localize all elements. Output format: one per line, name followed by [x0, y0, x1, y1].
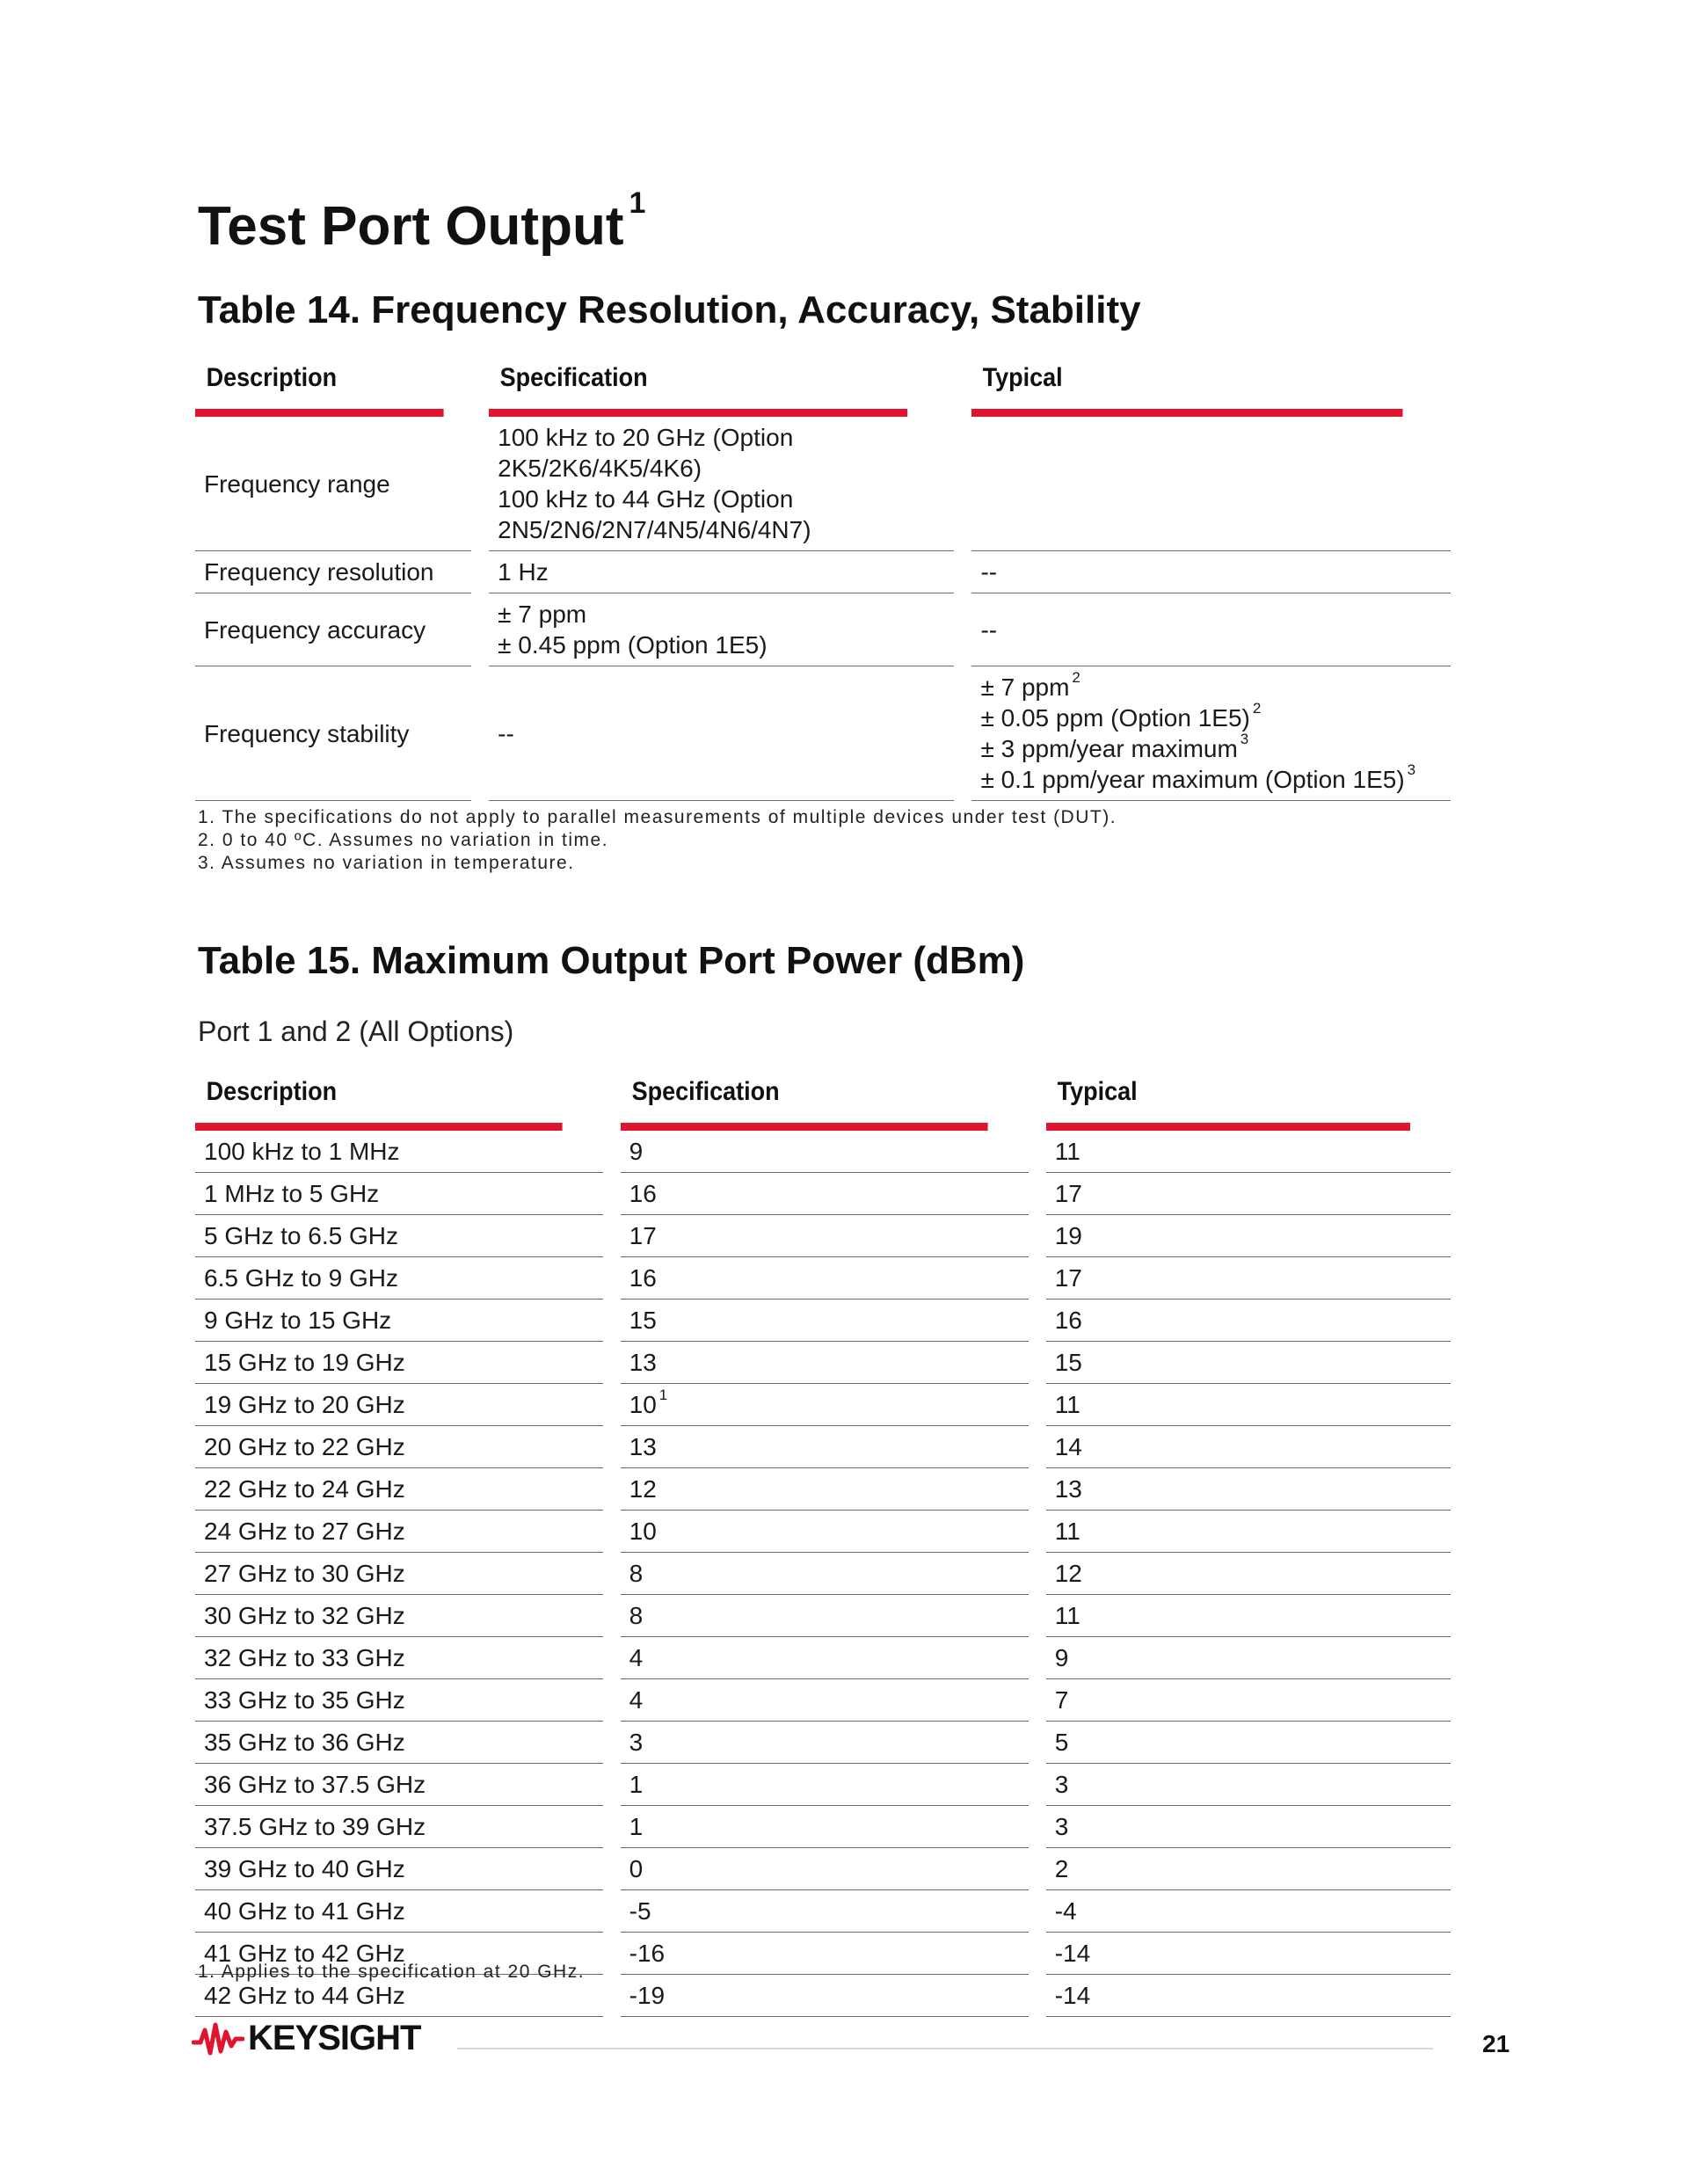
table-15-footnotes	[198, 1961, 585, 1984]
typical-line	[980, 557, 1451, 587]
table-row	[195, 1679, 1451, 1722]
column-header-description: Description	[195, 1077, 562, 1131]
table-14	[178, 363, 1468, 801]
typical-text: ± 3 ppm/year maximum	[980, 735, 1238, 762]
cell-description: 40 GHz to 41 GHz	[195, 1890, 603, 1933]
footnote: 1. The specifications do not apply to parallel measurements of multiple devices under test (DUT).	[198, 807, 1117, 827]
cell-specification	[621, 1933, 1029, 1975]
cell-specification	[621, 1468, 1029, 1511]
cell-typical: 3	[1046, 1806, 1451, 1848]
spec-value: 16	[629, 1180, 657, 1207]
cell-description: 35 GHz to 36 GHz	[195, 1722, 603, 1764]
cell-specification	[489, 666, 954, 801]
cell-specification	[489, 417, 954, 551]
footnote-ref: 2	[1072, 669, 1080, 686]
table-row	[195, 1637, 1451, 1679]
spec-value: 8	[629, 1560, 644, 1587]
table-row	[195, 1384, 1451, 1426]
cell-typical	[971, 666, 1451, 801]
cell-specification	[621, 1848, 1029, 1890]
cell-typical: 7	[1046, 1679, 1451, 1722]
footnote-ref: 1	[658, 1387, 668, 1403]
table-row	[195, 1764, 1451, 1806]
cell-specification	[621, 1426, 1029, 1468]
cell-typical: 5	[1046, 1722, 1451, 1764]
cell-specification	[621, 1553, 1029, 1595]
cell-description: 19 GHz to 20 GHz	[195, 1384, 603, 1426]
spec-line: 100 kHz to 44 GHz (Option	[498, 485, 794, 513]
table-row	[195, 1722, 1451, 1764]
cell-typical: 17	[1046, 1173, 1451, 1215]
spec-value: -19	[629, 1982, 666, 2009]
page-title: Test Port Output $^1$	[198, 186, 646, 257]
spec-line: 2K5/2K6/4K5/4K6)	[498, 455, 702, 482]
column-header-specification: Specification	[489, 363, 907, 417]
typical-text: --	[980, 615, 998, 644]
table-row	[195, 551, 1451, 593]
table-row	[195, 1468, 1451, 1511]
typical-line	[980, 669, 1451, 703]
cell-specification	[621, 1975, 1029, 2017]
cell-typical: -14	[1046, 1933, 1451, 1975]
typical-text: ± 0.05 ppm (Option 1E5)	[980, 704, 1250, 732]
table-row	[195, 1511, 1451, 1553]
cell-typical: 17	[1046, 1257, 1451, 1299]
cell-typical: -4	[1046, 1890, 1451, 1933]
table-15	[178, 1077, 1468, 2017]
table-row	[195, 593, 1451, 666]
spec-value: 10	[629, 1518, 657, 1545]
cell-specification	[489, 593, 954, 666]
table-15-subtitle: Port 1 and 2 (All Options)	[198, 1016, 514, 1047]
cell-specification	[621, 1679, 1029, 1722]
spec-value: 16	[629, 1264, 657, 1292]
spec-value: 0	[629, 1855, 644, 1882]
cell-description: 1 MHz to 5 GHz	[195, 1173, 603, 1215]
table-row	[195, 1131, 1451, 1173]
cell-description: 37.5 GHz to 39 GHz	[195, 1806, 603, 1848]
table-15-title: Table 15. Maximum Output Port Power (dBm)	[198, 939, 1025, 982]
cell-description: Frequency stability	[195, 666, 471, 801]
table-row	[195, 1890, 1451, 1933]
typical-line	[980, 761, 1451, 795]
column-header-specification: Specification	[621, 1077, 988, 1131]
table-row	[195, 666, 1451, 801]
footnote: 1. Applies to the specification at 20 GHz.	[198, 1962, 586, 1982]
cell-description: 42 GHz to 44 GHz	[195, 1975, 603, 2017]
spec-line: --	[498, 719, 514, 747]
cell-specification	[621, 1299, 1029, 1342]
spec-value: 12	[629, 1475, 657, 1503]
cell-specification	[621, 1806, 1029, 1848]
spec-value: 1	[629, 1813, 644, 1840]
cell-specification	[621, 1342, 1029, 1384]
spec-value: 3	[629, 1729, 644, 1756]
cell-description: 41 GHz to 42 GHz	[195, 1933, 603, 1975]
footnote-ref: 3	[1240, 731, 1249, 747]
cell-typical: 14	[1046, 1426, 1451, 1468]
spec-line: 100 kHz to 20 GHz (Option	[498, 424, 794, 451]
cell-description: 32 GHz to 33 GHz	[195, 1637, 603, 1679]
cell-specification	[621, 1637, 1029, 1679]
spec-value: 13	[629, 1349, 657, 1376]
table-row	[195, 1595, 1451, 1637]
keysight-logo	[192, 2019, 420, 2058]
cell-typical: 12	[1046, 1553, 1451, 1595]
cell-typical: 9	[1046, 1637, 1451, 1679]
spec-line: ± 7 ppm	[498, 601, 587, 628]
cell-specification	[489, 551, 954, 593]
cell-typical	[971, 593, 1451, 666]
spec-value: 8	[629, 1602, 644, 1629]
footnote-ref: 2	[1252, 700, 1262, 717]
spec-value: 10	[629, 1391, 657, 1418]
logo-wordmark: KEYSIGHT	[248, 2019, 421, 2057]
spec-value: -16	[629, 1940, 666, 1967]
footnote: 3. Assumes no variation in temperature.	[198, 853, 575, 873]
column-header-typical: Typical	[971, 363, 1402, 417]
cell-specification	[621, 1257, 1029, 1299]
cell-description: 27 GHz to 30 GHz	[195, 1553, 603, 1595]
keysight-wave-icon	[192, 2020, 244, 2058]
table-row	[195, 1257, 1451, 1299]
cell-description: 6.5 GHz to 9 GHz	[195, 1257, 603, 1299]
cell-typical: 3	[1046, 1764, 1451, 1806]
spec-line: ± 0.45 ppm (Option 1E5)	[498, 631, 768, 659]
table-row	[195, 1848, 1451, 1890]
cell-description: 15 GHz to 19 GHz	[195, 1342, 603, 1384]
cell-typical: 2	[1046, 1848, 1451, 1890]
cell-description: 22 GHz to 24 GHz	[195, 1468, 603, 1511]
typical-text: --	[980, 558, 998, 586]
cell-typical: 11	[1046, 1511, 1451, 1553]
footnote-ref: 3	[1407, 761, 1416, 778]
cell-specification	[621, 1173, 1029, 1215]
table-row	[195, 1806, 1451, 1848]
cell-description: 30 GHz to 32 GHz	[195, 1595, 603, 1637]
typical-text: ± 7 ppm	[980, 673, 1070, 701]
table-row	[195, 1299, 1451, 1342]
cell-description: 100 kHz to 1 MHz	[195, 1131, 603, 1173]
cell-description: Frequency resolution	[195, 551, 471, 593]
spec-value: 9	[629, 1138, 644, 1165]
cell-description: 20 GHz to 22 GHz	[195, 1426, 603, 1468]
spec-value: 17	[629, 1222, 657, 1249]
cell-specification	[621, 1764, 1029, 1806]
spec-line: 2N5/2N6/2N7/4N5/4N6/4N7)	[498, 516, 811, 543]
table-row	[195, 1342, 1451, 1384]
spec-value: 13	[629, 1433, 657, 1460]
spec-value: 1	[629, 1771, 644, 1798]
table-row	[195, 417, 1451, 551]
spec-line: 1 Hz	[498, 558, 549, 586]
cell-typical: 11	[1046, 1384, 1451, 1426]
cell-typical: 16	[1046, 1299, 1451, 1342]
cell-specification	[621, 1384, 1029, 1426]
cell-typical	[971, 551, 1451, 593]
cell-specification	[621, 1890, 1029, 1933]
cell-specification	[621, 1511, 1029, 1553]
cell-description: 9 GHz to 15 GHz	[195, 1299, 603, 1342]
cell-description: 36 GHz to 37.5 GHz	[195, 1764, 603, 1806]
cell-typical: 19	[1046, 1215, 1451, 1257]
column-header-description: Description	[195, 363, 444, 417]
cell-description: 24 GHz to 27 GHz	[195, 1511, 603, 1553]
cell-typical: 11	[1046, 1595, 1451, 1637]
cell-typical	[971, 417, 1451, 551]
cell-typical: -14	[1046, 1975, 1451, 2017]
column-header-typical: Typical	[1046, 1077, 1410, 1131]
cell-specification	[621, 1131, 1029, 1173]
cell-specification	[621, 1722, 1029, 1764]
cell-description: Frequency accuracy	[195, 593, 471, 666]
table-row	[195, 1215, 1451, 1257]
footnote: 2. 0 to 40 ºC. Assumes no variation in time.	[198, 830, 609, 850]
footnote-ref: 1	[629, 186, 646, 220]
table-row	[195, 1426, 1451, 1468]
cell-specification	[621, 1215, 1029, 1257]
typical-line	[980, 733, 1451, 764]
cell-description: 33 GHz to 35 GHz	[195, 1679, 603, 1722]
table-14-title: Table 14. Frequency Resolution, Accuracy, Stability	[198, 288, 1141, 331]
table-14-footnotes	[198, 806, 1117, 875]
footer-divider	[457, 2048, 1433, 2049]
cell-typical: 13	[1046, 1468, 1451, 1511]
cell-typical: 11	[1046, 1131, 1451, 1173]
spec-value: 4	[629, 1686, 644, 1714]
spec-value: 15	[629, 1307, 657, 1334]
typical-line	[980, 700, 1451, 733]
cell-description: 39 GHz to 40 GHz	[195, 1848, 603, 1890]
typical-text: ± 0.1 ppm/year maximum (Option 1E5)	[980, 766, 1405, 793]
cell-typical: 15	[1046, 1342, 1451, 1384]
table-row	[195, 1553, 1451, 1595]
spec-value: 4	[629, 1644, 644, 1671]
spec-value: -5	[629, 1897, 651, 1925]
cell-description: Frequency range	[195, 417, 471, 551]
typical-line	[980, 615, 1451, 645]
cell-description: 5 GHz to 6.5 GHz	[195, 1215, 603, 1257]
cell-specification	[621, 1595, 1029, 1637]
table-row	[195, 1173, 1451, 1215]
page-number: 21	[1482, 2030, 1510, 2057]
